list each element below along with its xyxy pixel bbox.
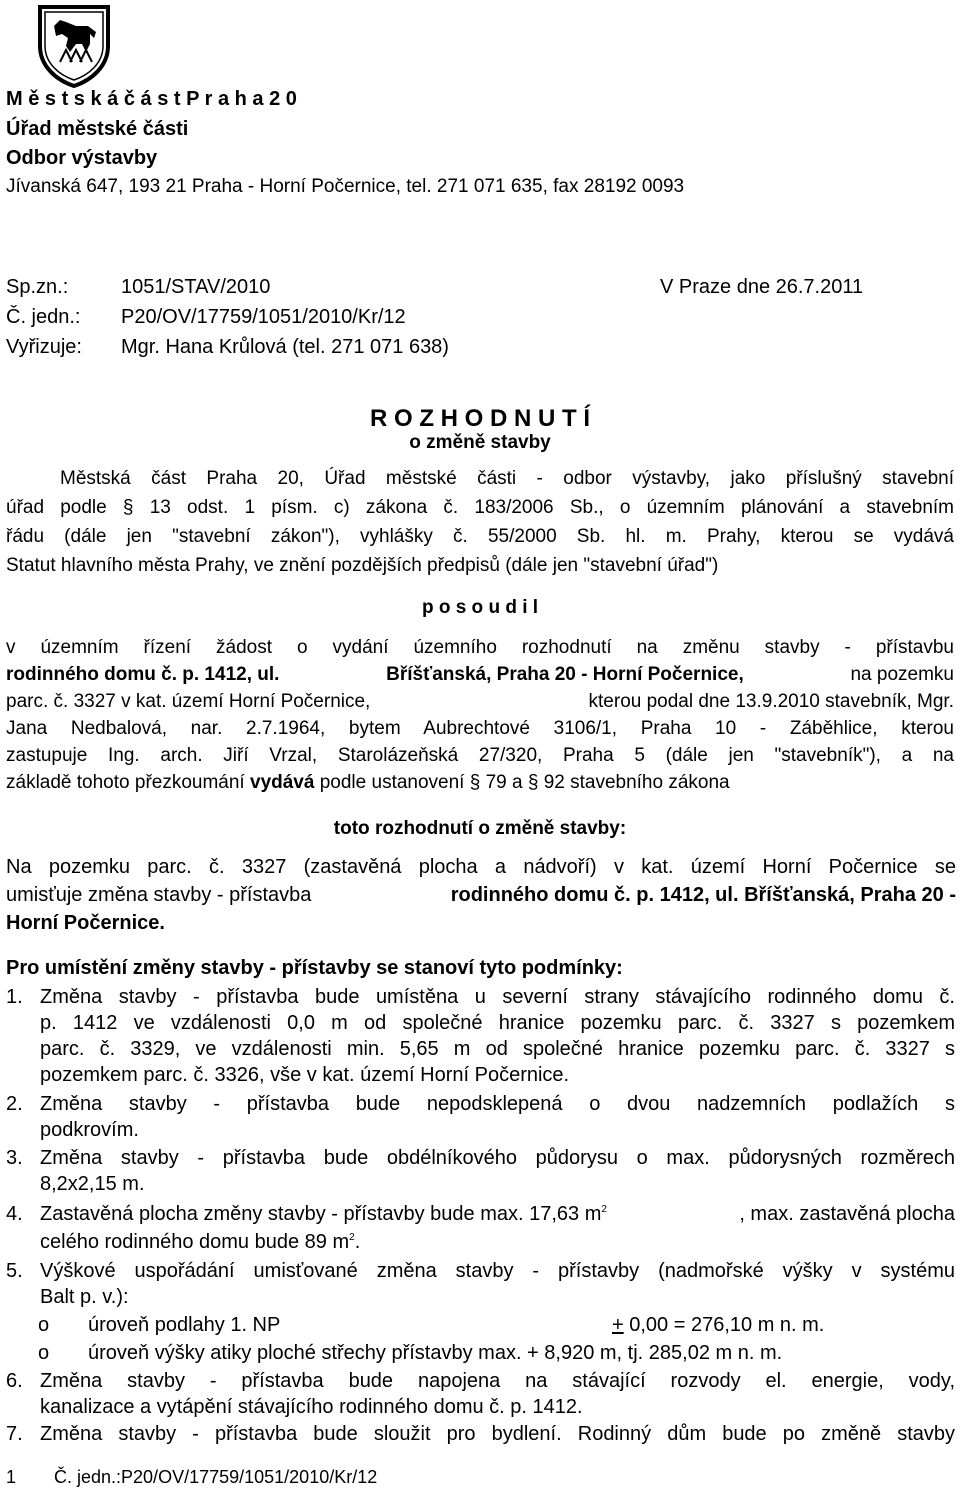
attic-level: úroveň výšky atiky ploché střechy přístavby max. + 8,920 m, tj. 285,02 m n. m. xyxy=(88,1342,783,1364)
condition-6-line-2: kanalizace a vytápění stávajícího rodinného domu č. p. 1412. xyxy=(40,1396,583,1418)
condition-1-line-4: pozemkem parc. č. 3326, vše v kat. území Horní Počernice. xyxy=(40,1064,570,1086)
condition-4-line-1 xyxy=(40,1201,955,1227)
office-address: Jívanská 647, 193 21 Praha - Horní Počernice, tel. 271 071 635, fax 28192 0093 xyxy=(6,176,685,197)
condition-4-number: 4. xyxy=(6,1203,23,1225)
condition-6-line-1: Změna stavby - přístavba bude napojena na stávající rozvody el. energie, vody, xyxy=(40,1370,955,1392)
body1-street: Bříšťanská, Praha 20 - Horní Počernice, xyxy=(386,664,744,685)
document-title: R O Z H O D N U T Í xyxy=(370,405,590,432)
body1-line-2 xyxy=(6,664,954,686)
body2-house: rodinného domu č. p. 1412, ul. Bříšťanská, Praha 20 - xyxy=(450,884,956,906)
bullet-o-1: o xyxy=(38,1314,50,1336)
condition-5-number: 5. xyxy=(6,1260,23,1282)
body1-line-3 xyxy=(6,691,954,713)
condition-5-line-2: Balt p. v.): xyxy=(40,1286,129,1308)
body2-line-2 xyxy=(6,884,956,907)
floor-level-number: 0,00 = 276,10 m n. m. xyxy=(623,1314,825,1336)
plus-minus: + xyxy=(612,1314,624,1336)
footer-reference: Č. jedn.:P20/OV/17759/1051/2010/Kr/12 xyxy=(54,1467,378,1487)
condition-4-sup-2: 2 xyxy=(349,1232,355,1243)
body1-line-6 xyxy=(6,772,730,794)
body1-line-4: Jana Nedbalová, nar. 2.7.1964, bytem Aubrechtové 3106/1, Praha 10 - Záběhlice, kterou xyxy=(6,718,954,739)
bullet-o-2: o xyxy=(38,1342,50,1364)
condition-2-line-1: Změna stavby - přístavba bude nepodsklepená o dvou nadzemních podlažích s xyxy=(40,1093,955,1115)
condition-4-line-2 xyxy=(40,1229,360,1255)
condition-4-area: Zastavěná plocha změny stavby - přístavby bude max. 17,63 m xyxy=(40,1203,602,1225)
condition-4-total: celého rodinného domu bude 89 m xyxy=(40,1231,350,1253)
page-number: 1 xyxy=(6,1467,17,1487)
condition-7-number: 7. xyxy=(6,1423,23,1445)
intro-line-1: Městská část Praha 20, Úřad městské části - odbor výstavby, jako příslušný stavební xyxy=(60,468,954,489)
body2-line-1: Na pozemku parc. č. 3327 (zastavěná plocha a nádvoří) v kat. území Horní Počernice se xyxy=(6,856,956,878)
condition-3-number: 3. xyxy=(6,1147,23,1169)
condition-4-total-label: , max. zastavěná plocha xyxy=(739,1203,955,1225)
spzn-value: 1051/STAV/2010 xyxy=(121,276,271,298)
body1-line-1: v územním řízení žádost o vydání územního rozhodnutí na změnu stavby - přístavbu xyxy=(6,637,954,658)
spzn-label: Sp.zn.: xyxy=(6,276,69,298)
condition-3-line-1: Změna stavby - přístavba bude obdélníkového půdorysu o max. půdorysných rozměrech xyxy=(40,1147,955,1169)
body1-issues: vydává xyxy=(250,772,315,793)
body1-review: základě tohoto přezkoumání xyxy=(6,772,245,793)
body1-house: rodinného domu č. p. 1412, ul. xyxy=(6,664,280,685)
intro-line-3: řádu (dále jen "stavební zákon"), vyhlášky č. 55/2000 Sb. hl. m. Prahy, kterou se vydává xyxy=(6,526,954,547)
handler-value: Mgr. Hana Krůlová (tel. 271 071 638) xyxy=(121,336,449,358)
handler-label: Vyřizuje: xyxy=(6,336,82,358)
body2-change: umisťuje změna stavby - přístavba xyxy=(6,884,312,906)
condition-7-line-1: Změna stavby - přístavba bude sloužit pro bydlení. Rodinný dům bude po změně stavby xyxy=(40,1423,955,1445)
condition-1-line-1: Změna stavby - přístavba bude umístěna u severní strany stávajícího rodinného domu č. xyxy=(40,986,955,1008)
posoudil-heading: p o s o u d i l xyxy=(421,597,539,618)
condition-3-line-2: 8,2x2,15 m. xyxy=(40,1173,145,1195)
body1-plot: parc. č. 3327 v kat. území Horní Počernice, xyxy=(6,691,371,712)
body1-line-5: zastupuje Ing. arch. Jiří Vrzal, Starolázeňská 27/320, Praha 5 (dále jen "stavebník"), a na xyxy=(6,745,954,766)
intro-line-2: úřad podle § 13 odst. 1 písm. c) zákona č. 183/2006 Sb., o územním plánování a stavebním xyxy=(6,497,954,518)
intro-line-4: Statut hlavního města Prahy, ve znění pozdějších předpisů (dále jen "stavební úřad") xyxy=(6,555,719,576)
decision-heading: toto rozhodnutí o změně stavby: xyxy=(333,818,627,839)
body2-line-3: Horní Počernice. xyxy=(6,912,165,934)
condition-1-number: 1. xyxy=(6,986,23,1008)
condition-1-line-2: p. 1412 ve vzdálenosti 0,0 m od společné hranice pozemku parc. č. 3327 s pozemkem xyxy=(40,1012,955,1034)
floor-level-value xyxy=(612,1312,824,1338)
condition-4-dot: . xyxy=(354,1231,361,1253)
conditions-heading: Pro umístění změny stavby - přístavby se stanoví tyto podmínky: xyxy=(6,957,623,979)
office-name: Úřad městské části xyxy=(6,118,189,140)
floor-level-label: úroveň podlahy 1. NP xyxy=(88,1314,281,1336)
condition-4-sup: 2 xyxy=(601,1204,607,1215)
condition-5-line-1: Výškové uspořádání umisťované změna stavby - přístavby (nadmořské výšky v systému xyxy=(40,1260,955,1282)
body1-law: podle ustanovení § 79 a § 92 stavebního zákona xyxy=(319,772,730,793)
condition-2-number: 2. xyxy=(6,1093,23,1115)
cj-value: P20/OV/17759/1051/2010/Kr/12 xyxy=(121,306,406,328)
document-subtitle: o změně stavby xyxy=(409,432,551,453)
body1-applicant: kterou podal dne 13.9.2010 stavebník, Mgr. xyxy=(588,691,954,712)
coat-of-arms-logo xyxy=(36,4,112,88)
condition-1-line-3: parc. č. 3329, ve vzdálenosti min. 5,65 m od společné hranice pozemku parc. č. 3327 s xyxy=(40,1038,955,1060)
document-date: V Praze dne 26.7.2011 xyxy=(660,276,864,298)
department-name: Odbor výstavby xyxy=(6,147,158,169)
condition-2-line-2: podkrovím. xyxy=(40,1119,139,1141)
cj-label: Č. jedn.: xyxy=(6,306,81,328)
condition-6-number: 6. xyxy=(6,1370,23,1392)
org-name: M ě s t s k á č á s t P r a h a 2 0 xyxy=(6,88,297,110)
body1-plot-label: na pozemku xyxy=(850,664,954,685)
